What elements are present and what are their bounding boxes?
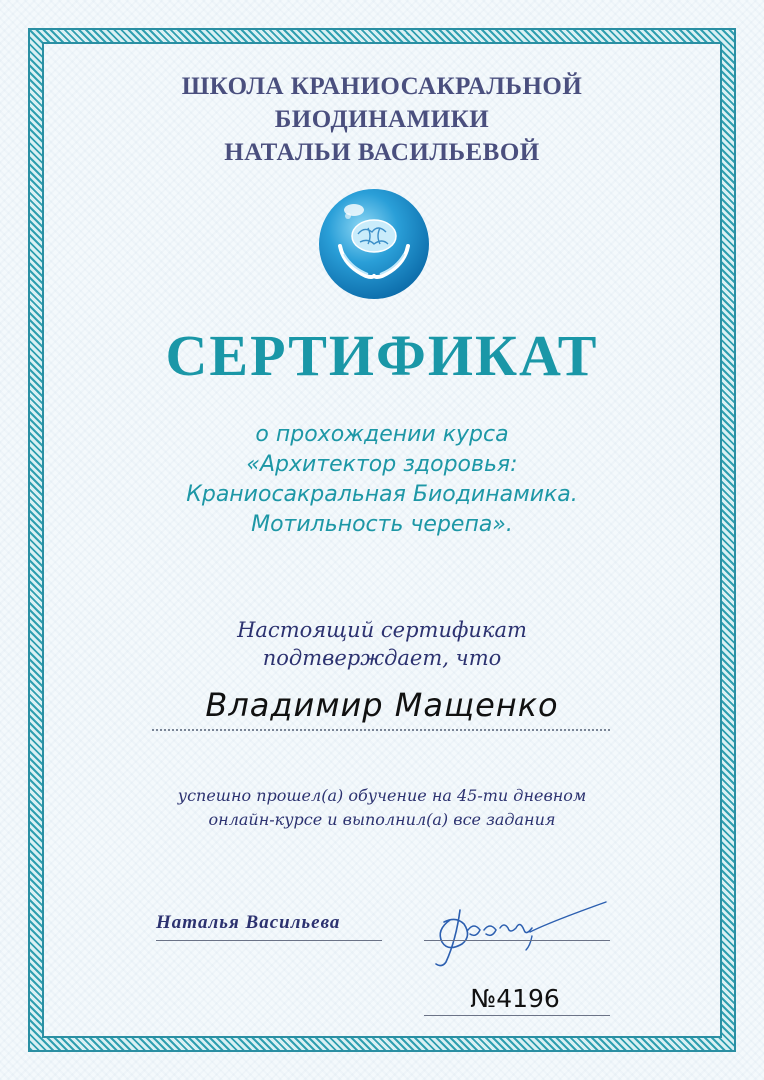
school-name bbox=[0, 70, 764, 169]
school-name-line1: ШКОЛА КРАНИОСАКРАЛЬНОЙ bbox=[181, 73, 583, 100]
certificate-number-underline bbox=[424, 1015, 610, 1016]
school-name-line2: БИОДИНАМИКИ bbox=[274, 106, 490, 133]
course-description bbox=[0, 420, 764, 540]
course-name-line1: «Архитектор здоровья: bbox=[246, 452, 518, 477]
completion-line2: онлайн-курсе и выполнил(а) все задания bbox=[208, 810, 556, 829]
recipient-name-underline bbox=[152, 729, 610, 731]
brain-in-hands-logo-icon bbox=[318, 188, 430, 300]
confirmation-line2: подтверждает, что bbox=[262, 646, 502, 670]
completion-line1: успешно прошел(а) обучение на 45-ти дневном bbox=[177, 786, 587, 805]
signer-name: Наталья Васильева bbox=[156, 912, 341, 933]
decorative-border bbox=[30, 30, 734, 1050]
certificate-title: СЕРТИФИКАТ bbox=[165, 323, 599, 388]
confirmation-text bbox=[0, 616, 764, 672]
completion-text bbox=[0, 784, 764, 832]
recipient-name: Владимир Мащенко bbox=[205, 686, 559, 724]
school-name-line3: НАТАЛЬИ ВАСИЛЬЕВОЙ bbox=[224, 139, 540, 166]
signature-underline bbox=[424, 940, 610, 941]
confirmation-line1: Настоящий сертификат bbox=[237, 618, 527, 642]
handwritten-signature bbox=[420, 890, 620, 970]
signer-underline bbox=[156, 940, 382, 941]
certificate-number: №4196 bbox=[470, 984, 560, 1013]
course-name-line3: Мотильность черепа». bbox=[251, 512, 513, 537]
course-intro: о прохождении курса bbox=[255, 422, 509, 447]
course-name-line2: Краниосакральная Биодинамика. bbox=[186, 482, 578, 507]
